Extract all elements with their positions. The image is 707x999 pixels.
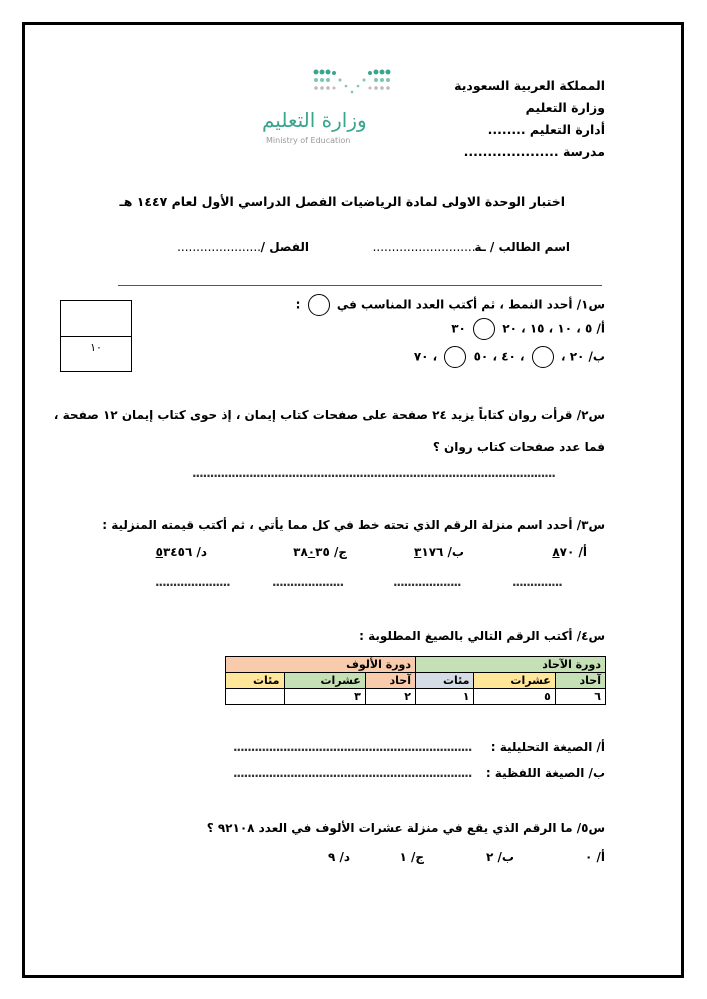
q1-a-sequence: أ/ ٥ ، ١٠ ، ١٥ ، ٢٠ (502, 321, 605, 336)
q3-d-underlined: ٥ (155, 545, 163, 559)
table-row (226, 657, 606, 673)
q3-answer-b[interactable]: ................... (393, 575, 461, 589)
table-cell: ٢ (365, 689, 415, 705)
col-header: عشرات (284, 673, 365, 689)
q1-part-a (451, 318, 605, 340)
logo-english-text: Ministry of Education (266, 136, 351, 145)
q3-prompt: س٣/ أحدد اسم منزلة الرقم الذي تحته خط في كل مما يأتي ، ثم أكتب قيمته المنزلية : (102, 518, 605, 532)
table-row (226, 689, 606, 705)
q1-colon: : (295, 297, 301, 312)
q3-b-underlined: ٣ (414, 545, 422, 559)
student-name-label: اسم الطالب / ـة (474, 240, 570, 254)
q1-a-answer-circle[interactable] (473, 318, 495, 340)
logo-dots-icon (312, 68, 392, 98)
q1-a-last: ٣٠ (451, 321, 466, 336)
group-thousands: دورة الألوف (226, 657, 416, 673)
q4-a-label: أ/ الصيغة التحليلية : (490, 740, 605, 754)
divider (118, 285, 602, 286)
q4-a-answer-field[interactable]: ................................................................... (233, 740, 472, 754)
q3-c-after: ٣٥ (315, 545, 330, 559)
table-row (226, 673, 606, 689)
col-header: آحاد (555, 673, 605, 689)
q2-line-1: س٢/ قرأت روان كتاباً يزيد ٢٤ صفحة على صفحات كتاب إيمان ، إذ حوى كتاب إيمان ١٢ صفحة ، (53, 408, 605, 422)
table-cell: ١ (416, 689, 474, 705)
group-ones: دورة الآحاد (416, 657, 606, 673)
q3-answer-c[interactable]: .................... (272, 575, 344, 589)
ministry-name: وزارة التعليم (525, 100, 605, 115)
q3-d-label: د/ (196, 545, 207, 559)
q3-a-after: ٧٠ (559, 545, 575, 559)
q5-option-b[interactable]: ب/ ٢ (486, 850, 514, 864)
q1-prompt-text: س١/ أحدد النمط ، ثم أكتب العدد المناسب في (336, 297, 605, 312)
q3-c-label: ج/ (333, 545, 347, 559)
q3-item-b (414, 545, 464, 559)
circle-placeholder-icon (308, 294, 330, 316)
table-cell: ٥ (474, 689, 555, 705)
q5-prompt: س٥/ ما الرقم الذي يقع في منزلة عشرات الألوف في العدد ٩٢١٠٨ ؟ (206, 821, 605, 835)
q3-answer-a[interactable]: .............. (512, 575, 562, 589)
q3-a-underlined: ٨ (552, 545, 560, 559)
kingdom-name: المملكة العربية السعودية (454, 78, 605, 93)
administration-field: أدارة التعليم ........ (487, 122, 605, 137)
q4-b-answer-field[interactable]: ................................................................... (233, 766, 472, 780)
class-field[interactable]: ...................... (177, 240, 261, 254)
q3-d-after: ٣٤٥٦ (162, 545, 193, 559)
ministry-logo (262, 68, 392, 150)
q3-b-label: ب/ (447, 545, 464, 559)
q1-b-end: ، ٧٠ (413, 349, 438, 364)
q3-c-underlined: ٠ (307, 545, 316, 559)
q3-b-after: ١٧٦ (421, 545, 444, 559)
col-header: آحاد (365, 673, 415, 689)
q3-a-label: أ/ (578, 545, 587, 559)
logo-arabic-text: وزارة التعليم (262, 108, 367, 132)
q5-option-d[interactable]: د/ ٩ (327, 850, 350, 864)
q2-answer-field[interactable]: ...................................................................................................... (192, 466, 555, 480)
table-cell (226, 689, 285, 705)
class-label: الفصل / (260, 240, 309, 254)
table-cell: ٣ (284, 689, 365, 705)
q1-b-start: ب/ ٢٠ ، (560, 349, 605, 364)
q4-b-label: ب/ الصيغة اللفظية : (485, 766, 605, 780)
score-total: ١٠ (90, 341, 102, 354)
q5-option-a[interactable]: أ/ ٠ (584, 850, 605, 864)
q3-item-c (293, 545, 347, 559)
q1-b-middle: ، ٤٠ ، ٥٠ (473, 349, 525, 364)
q1-b-answer-circle-1[interactable] (532, 346, 554, 368)
col-header: مئات (226, 673, 285, 689)
table-cell: ٦ (555, 689, 605, 705)
col-header: عشرات (474, 673, 555, 689)
q1-prompt (296, 294, 605, 316)
q3-item-d (156, 545, 207, 559)
q4-prompt: س٤/ أكتب الرقم التالي بالصيغ المطلوبة : (359, 629, 605, 643)
q3-answer-d[interactable]: ..................... (155, 575, 230, 589)
col-header: مئات (416, 673, 474, 689)
q3-c-before: ٣٨ (293, 545, 308, 559)
q5-option-c[interactable]: ج/ ١ (399, 850, 424, 864)
exam-title: اختبار الوحدة الاولى لمادة الرياضيات الفصل الدراسي الأول لعام ١٤٤٧ هـ (119, 194, 565, 209)
student-name-field[interactable]: .............................. (372, 240, 487, 254)
school-field: مدرسة .................... (463, 144, 605, 159)
q1-part-b (414, 346, 605, 368)
place-value-table (225, 656, 606, 705)
q3-item-a (552, 545, 587, 559)
score-divider (61, 336, 131, 337)
q2-line-2: فما عدد صفحات كتاب روان ؟ (432, 440, 605, 454)
score-box (60, 300, 132, 372)
q1-b-answer-circle-2[interactable] (444, 346, 466, 368)
